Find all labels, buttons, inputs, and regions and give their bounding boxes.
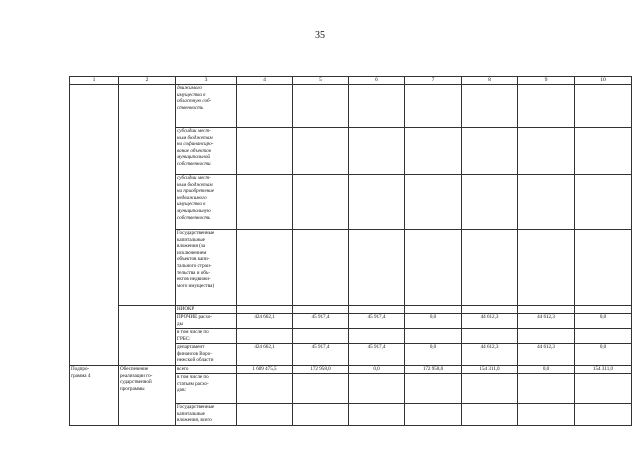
value-cell: 1 609 475,5 [237, 366, 293, 374]
value-cell [575, 128, 632, 175]
value-cell [518, 329, 575, 344]
row-label: департамент финансов Воро- нежской области [176, 344, 237, 366]
empty-cell [119, 306, 176, 366]
value-cell: 0,0 [349, 366, 405, 374]
value-cell [293, 230, 349, 306]
value-cell [405, 85, 462, 128]
value-cell [462, 128, 518, 175]
value-cell [518, 175, 575, 230]
value-cell [462, 404, 518, 426]
table-row [70, 85, 632, 128]
subprogram-name: Обеспечение реализации го- сударственной программы [119, 366, 176, 426]
empty-cell [70, 85, 119, 366]
table-row [70, 306, 632, 314]
value-cell [293, 404, 349, 426]
header-row [70, 77, 632, 85]
value-cell [349, 175, 405, 230]
column-header: 3 [176, 77, 237, 85]
value-cell [575, 374, 632, 404]
value-cell: 44 612,3 [462, 314, 518, 329]
value-cell [237, 404, 293, 426]
value-cell [462, 306, 518, 314]
value-cell: 172 958,0 [293, 366, 349, 374]
row-label: Государственные капитальные вложения, всего [176, 404, 237, 426]
value-cell [462, 85, 518, 128]
column-header: 5 [293, 77, 349, 85]
value-cell [293, 374, 349, 404]
value-cell: 0,0 [405, 344, 462, 366]
empty-cell [119, 85, 176, 306]
value-cell [237, 230, 293, 306]
value-cell: 0,0 [575, 314, 632, 329]
value-cell [518, 128, 575, 175]
value-cell [575, 404, 632, 426]
column-header: 1 [70, 77, 119, 85]
value-cell: 45 917,4 [349, 314, 405, 329]
value-cell [405, 404, 462, 426]
row-label: в том числе по ГРБС: [176, 329, 237, 344]
value-cell [237, 374, 293, 404]
value-cell [575, 329, 632, 344]
value-cell [405, 230, 462, 306]
value-cell [293, 85, 349, 128]
value-cell [237, 329, 293, 344]
value-cell [293, 329, 349, 344]
row-label: Государственные капитальные вложения (за исключением объектов капи- тального строи- тельства и объ- ектов недвижи- мого имущества) [176, 230, 237, 306]
value-cell [405, 175, 462, 230]
budget-table [69, 76, 632, 426]
value-cell: 424 662,1 [237, 344, 293, 366]
value-cell [518, 374, 575, 404]
value-cell: 0,0 [575, 344, 632, 366]
table-row [70, 366, 632, 374]
column-header: 7 [405, 77, 462, 85]
row-label: всего [176, 366, 237, 374]
column-header: 10 [575, 77, 632, 85]
value-cell: 44 612,3 [518, 344, 575, 366]
value-cell [349, 128, 405, 175]
value-cell: 44 612,3 [462, 344, 518, 366]
value-cell [518, 404, 575, 426]
value-cell [237, 306, 293, 314]
column-header: 9 [518, 77, 575, 85]
value-cell [405, 374, 462, 404]
value-cell [405, 329, 462, 344]
value-cell [293, 128, 349, 175]
value-cell [462, 230, 518, 306]
column-header: 6 [349, 77, 405, 85]
value-cell: 424 662,1 [237, 314, 293, 329]
row-label: НИОКР [176, 306, 237, 314]
value-cell: 0,0 [518, 366, 575, 374]
column-header: 8 [462, 77, 518, 85]
value-cell: 44 612,3 [518, 314, 575, 329]
value-cell: 172 958,0 [405, 366, 462, 374]
column-header: 4 [237, 77, 293, 85]
value-cell [518, 230, 575, 306]
value-cell [575, 306, 632, 314]
value-cell: 0,0 [405, 314, 462, 329]
value-cell: 154 311,0 [575, 366, 632, 374]
value-cell [349, 230, 405, 306]
value-cell [462, 329, 518, 344]
row-label: ПРОЧИЕ расхо- ды [176, 314, 237, 329]
value-cell [237, 85, 293, 128]
value-cell [293, 306, 349, 314]
value-cell [237, 128, 293, 175]
row-label: движимого имущества в областную соб- ственность [176, 85, 237, 128]
value-cell: 154 311,0 [462, 366, 518, 374]
value-cell [293, 175, 349, 230]
subprogram-label: Подпро- грамма 4 [70, 366, 119, 426]
value-cell [349, 404, 405, 426]
value-cell [575, 230, 632, 306]
value-cell [462, 175, 518, 230]
value-cell [237, 175, 293, 230]
value-cell [349, 329, 405, 344]
row-label: субсидии мест- ным бюджетам на софинансиро- вание объектов муниципальной собственности [176, 128, 237, 175]
row-label: в том числе по статьям расхо- дов: [176, 374, 237, 404]
value-cell [405, 306, 462, 314]
column-header: 2 [119, 77, 176, 85]
value-cell [575, 85, 632, 128]
page-number: 35 [315, 30, 325, 41]
row-label: субсидии мест- ным бюджетам на приобретение недвижимого имущества в муниципальную собственность [176, 175, 237, 230]
value-cell: 45 917,4 [293, 314, 349, 329]
value-cell [575, 175, 632, 230]
value-cell [349, 85, 405, 128]
value-cell [405, 128, 462, 175]
value-cell [349, 374, 405, 404]
value-cell: 45 917,4 [349, 344, 405, 366]
value-cell [349, 306, 405, 314]
value-cell [518, 85, 575, 128]
value-cell [518, 306, 575, 314]
value-cell [462, 374, 518, 404]
value-cell: 45 917,4 [293, 344, 349, 366]
